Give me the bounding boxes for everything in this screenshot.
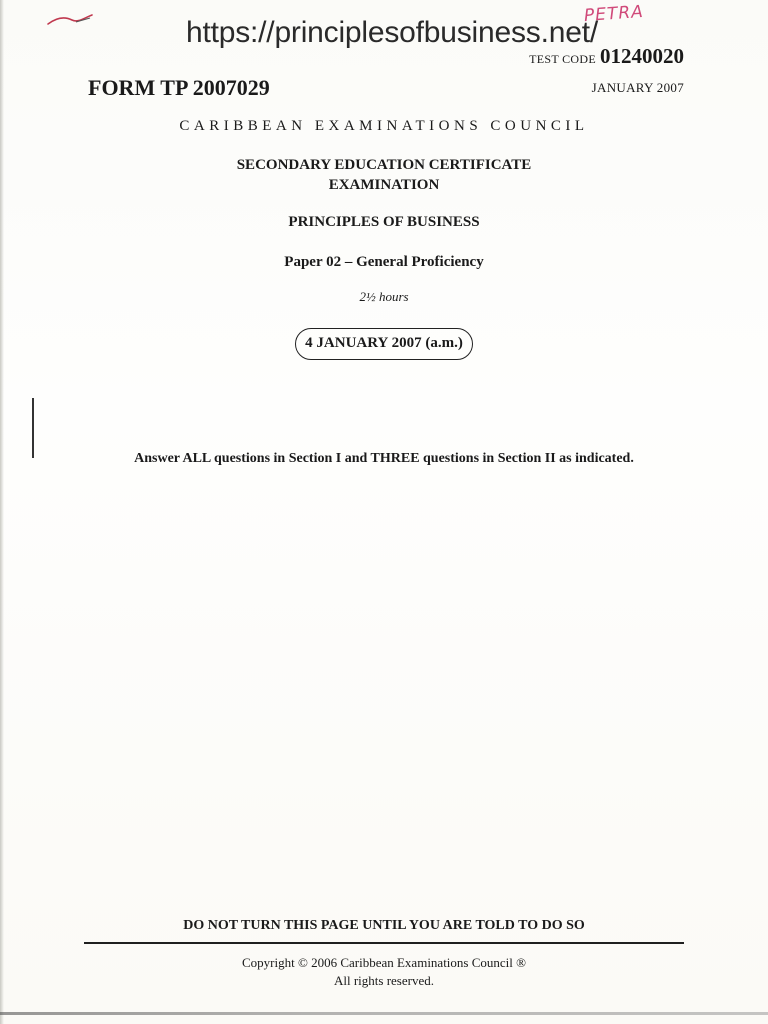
test-code-value: 01240020 xyxy=(600,44,684,68)
council-name: CARIBBEAN EXAMINATIONS COUNCIL xyxy=(179,118,589,134)
margin-mark xyxy=(32,398,34,458)
footer-divider xyxy=(84,942,684,944)
exam-instructions: Answer ALL questions in Section I and THREE questions in Section II as indicated. xyxy=(134,451,634,466)
scan-bottom-edge xyxy=(0,1012,768,1015)
exam-duration: 2½ hours xyxy=(359,289,409,304)
paper-title: Paper 02 – General Proficiency xyxy=(284,254,484,270)
test-code xyxy=(529,44,684,69)
copyright-notice: Copyright © 2006 Caribbean Examinations Council ® xyxy=(241,955,527,970)
certificate-title-line1: SECONDARY EDUCATION CERTIFICATE xyxy=(236,157,532,173)
pen-scribble-icon xyxy=(46,12,96,28)
subject-title: PRINCIPLES OF BUSINESS xyxy=(288,214,480,230)
url-watermark: https://principlesofbusiness.net/ xyxy=(186,16,598,49)
handwritten-name: PETRA xyxy=(583,1,645,27)
do-not-turn-warning: DO NOT TURN THIS PAGE UNTIL YOU ARE TOLD TO DO SO xyxy=(183,918,585,933)
form-number: FORM TP 2007029 xyxy=(88,75,270,100)
issue-date: JANUARY 2007 xyxy=(591,80,684,95)
certificate-title-line2: EXAMINATION xyxy=(328,177,440,193)
rights-notice: All rights reserved. xyxy=(333,973,434,988)
scan-edge-shadow xyxy=(0,0,4,1024)
test-code-label: TEST CODE xyxy=(529,52,596,66)
exam-date-badge: 4 JANUARY 2007 (a.m.) xyxy=(295,328,473,360)
